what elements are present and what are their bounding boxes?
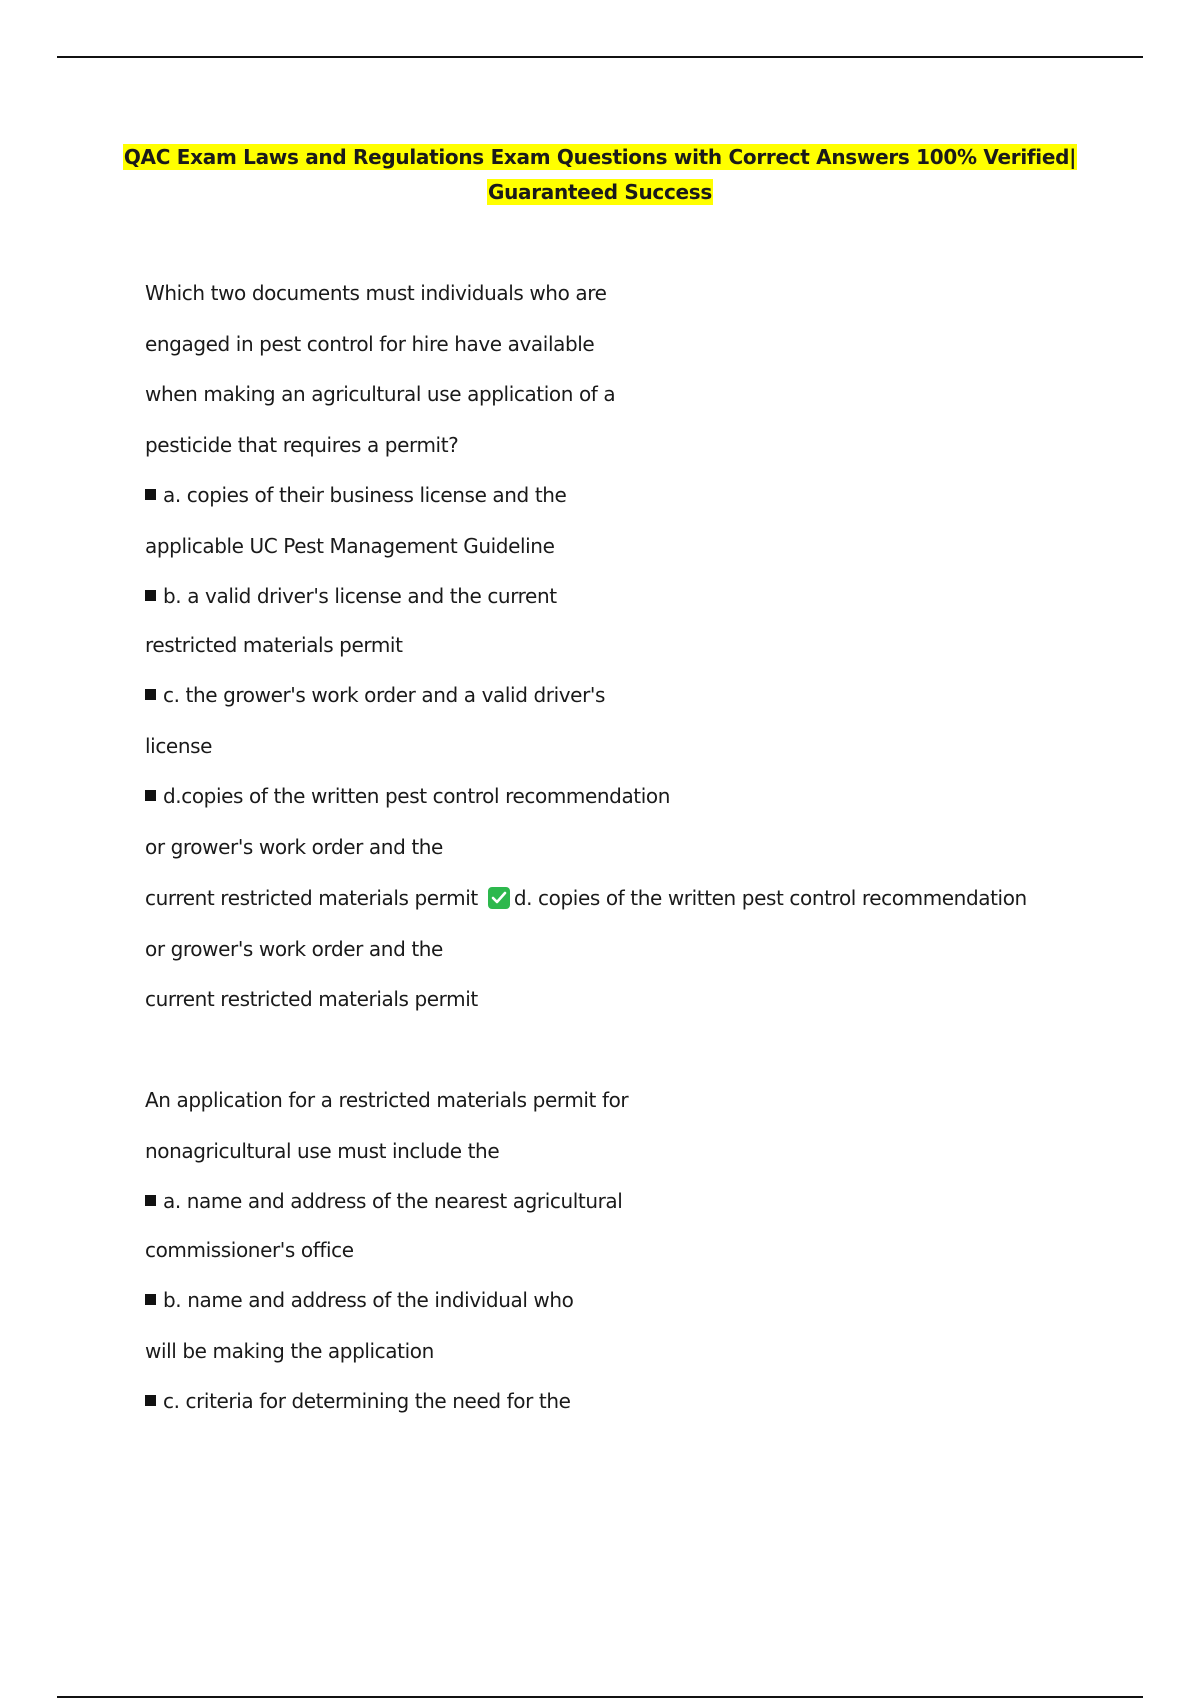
bullet-square-icon xyxy=(145,1294,156,1305)
bullet-square-icon xyxy=(145,489,156,500)
bullet-square-icon xyxy=(145,1195,156,1206)
footer-rule xyxy=(57,1696,1143,1698)
q2-option-b: b. name and address of the individual who xyxy=(145,1286,574,1314)
q1-option-c: c. the grower's work order and a valid driver's xyxy=(145,681,605,709)
q1-option-c-cont: license xyxy=(145,734,213,758)
q1-stem-line-4: pesticide that requires a permit? xyxy=(145,433,459,457)
q2-stem-line-1: An application for a restricted materials permit for xyxy=(145,1088,629,1112)
q1-answer-cont-2: current restricted materials permit xyxy=(145,987,478,1011)
q1-stem-line-3: when making an agricultural use application of a xyxy=(145,382,616,406)
q2-stem-line-2: nonagricultural use must include the xyxy=(145,1139,500,1163)
bullet-square-icon xyxy=(145,689,156,700)
q1-option-d-cont-2-with-answer: current restricted materials permit d. copies of the written pest control recommendation xyxy=(145,886,1027,910)
q2-option-b-cont: will be making the application xyxy=(145,1339,434,1363)
q1-option-b-cont: restricted materials permit xyxy=(145,633,403,657)
bullet-square-icon xyxy=(145,790,156,801)
q1-option-a: a. copies of their business license and the xyxy=(145,481,566,509)
title-line-1: QAC Exam Laws and Regulations Exam Questions with Correct Answers 100% Verified| xyxy=(123,145,1077,169)
q1-answer: d. copies of the written pest control recommendation xyxy=(513,886,1027,910)
title-line-2: Guaranteed Success xyxy=(487,180,713,204)
q1-option-d: d.copies of the written pest control recommendation xyxy=(145,782,670,810)
q1-option-a-cont: applicable UC Pest Management Guideline xyxy=(145,534,555,558)
header-rule xyxy=(57,56,1143,58)
bullet-square-icon xyxy=(145,1395,156,1406)
q2-option-a-cont: commissioner's office xyxy=(145,1238,354,1262)
q1-option-d-cont-1: or grower's work order and the xyxy=(145,835,443,859)
q1-option-b: b. a valid driver's license and the current xyxy=(145,582,557,610)
q1-answer-cont-1: or grower's work order and the xyxy=(145,937,443,961)
q2-option-a: a. name and address of the nearest agricultural xyxy=(145,1187,622,1215)
q1-stem-line-2: engaged in pest control for hire have available xyxy=(145,332,595,356)
q1-stem-line-1: Which two documents must individuals who are xyxy=(145,281,607,305)
document-title xyxy=(100,140,1100,210)
bullet-square-icon xyxy=(145,590,156,601)
correct-check-icon xyxy=(488,887,510,909)
q2-option-c: c. criteria for determining the need for the xyxy=(145,1387,571,1415)
